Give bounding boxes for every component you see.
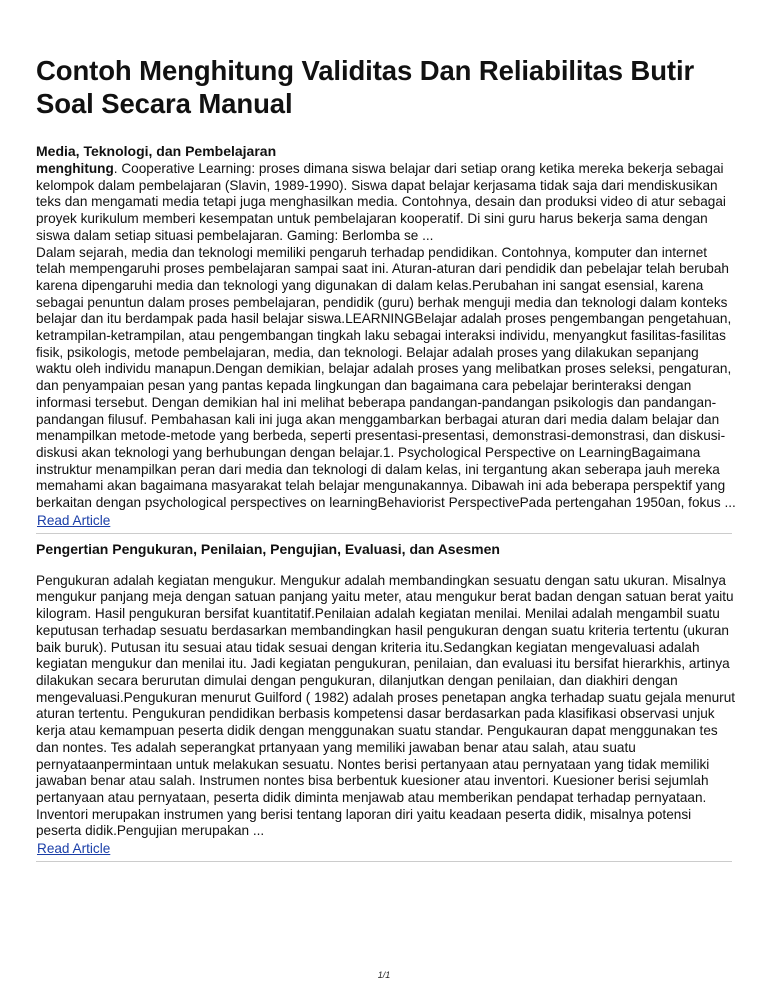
lead-keyword: menghitung (36, 161, 114, 176)
read-article-link[interactable]: Read Article (37, 841, 111, 857)
article-media-teknologi (36, 142, 736, 530)
article-divider (36, 533, 732, 534)
article-paragraph (36, 161, 736, 245)
article-pengukuran-penilaian (36, 540, 736, 858)
page-title: Contoh Menghitung Validitas Dan Reliabilitas Butir Soal Secara Manual (36, 55, 695, 119)
article-body (36, 161, 736, 512)
read-article-link[interactable]: Read Article (37, 512, 111, 528)
page-number: 1/1 (377, 970, 391, 980)
article-paragraph: Pengukuran adalah kegiatan mengukur. Mengukur adalah membandingkan sesuatu dengan satu ukuran. Misalnya mengukur panjang meja dengan satuan panjang yaitu meter, atau mengukur berat badan dengan satuan berat yaitu kilogram. Hasil pengukuran bersifat kuantitatif.Penilaian adalah kegiatan menilai. Menilai adalah mengambil suatu keputusan terhadap sesuatu berdasarkan membandingkan hasil pengukuran dengan suatu kriteria tertentu (ukuran baik buruk). Putusan itu sesuai atau tidak sesuai dengan kriteria itu.Sedangkan kegiatan mengevaluasi adalah kegiatan mengukur dan menilai itu. Jadi kegiatan pengukuran, penilaian, dan evaluasi itu bersifat hierarkhis, artinya dilakukan secara berurutan dimulai dengan pengukuran, dilanjutkan dengan penilaian, dan diakhiri dengan mengevaluasi.Pengukuran menurut Guilford ( 1982) adalah proses penetapan angka terhadap suatu gejala menurut aturan tertentu. Pengukuran pendidikan berbasis kompetensi dasar berdasarkan pada klasifikasi observasi unjuk kerja atau kemampuan peserta didik dengan menggunakan suatu standar. Pengukauran dapat menggunakan tes dan nontes. Tes adalah seperangkat prtanyaan yang memiliki jawaban benar atau salah, atau suatu pernyataanpermintaan untuk melakukan sesuatu. Nontes berisi pertanyaan atau pernyataan yang tidak memiliki jawaban benar atau salah. Instrumen nontes bisa berbentuk kuesioner atau inventori. Kuesioner berisi sejumlah pertanyaan atau pernyataan, peserta didik diminta menjawab atau memberikan pendapat terhadap pernyataan. Inventori merupakan instrumen yang berisi tentang laporan diri yaitu keadaan peserta didik, misalnya potensi peserta didik.Pengujian merupakan ... (36, 572, 736, 839)
paragraph-text: . Cooperative Learning: proses dimana siswa belajar dari setiap orang ketika mereka bekerja sebagai kelompok dalam pembelajaran (Slavin, 1989-1990). Siswa dapat belajar kerjasama tidak saja dari mendiskusikan teks dan mengamati media tetapi juga menghasilkan media. Contohnya, desain dan produksi video di atur sebagai proyek kurikulum memberi kesempatan untuk pembelajaran kooperatif. Di sini guru harus bekerja sama dengan siswa dalam setiap situasi pembelajaran. Gaming: Berlomba se ... (36, 161, 726, 243)
article-heading: Pengertian Pengukuran, Penilaian, Pengujian, Evaluasi, dan Asesmen (36, 540, 500, 557)
article-heading: Media, Teknologi, dan Pembelajaran (36, 143, 277, 159)
article-body (36, 573, 736, 840)
article-paragraph: Dalam sejarah, media dan teknologi memiliki pengaruh terhadap pendidikan. Contohnya, komputer dan internet telah mempengaruhi proses pembelajaran sampai saat ini. Aturan-aturan dari pendidik dan pebelajar telah berubah karena dipengaruhi media dan teknologi yang digunakan di dalam kelas.Perubahan ini sangat esensial, karena sebagai penuntun dalam proses pembelajaran, pendidik (guru) berhak menguji media dan teknologi dalam konteks belajar dan itu berdampak pada hasil belajar siswa.LEARNINGBelajar adalah proses pengembangan pengetahuan, ketrampilan-ketrampilan, atau pengembangan tingkah laku sebagai interaksi individu, menyangkut fasilitas-fasilitas fisik, psikologis, metode pembelajaran, media, dan teknologi. Belajar adalah proses yang dilakukan sepanjang waktu oleh individu manapun.Dengan demikian, belajar adalah proses yang melibatkan proses seleksi, pengaturan, dan penyampaian pesan yang pantas kepada lingkungan dan bagaimana cara pebelajar berinteraksi dengan informasi tersebut. Dengan demikian hal ini melihat beberapa pandangan-pandangan psikologis dan pandangan-pandangan filusuf. Pembahasan kali ini juga akan menggambarkan berbagai aturan dari media dalam belajar dan menampilkan metode-metode yang berbeda, seperti presentasi-presentasi, demonstrasi-demonstrasi, dan diskusi-diskusi akan teknologi yang berhubungan dengan belajar.1. Psychological Perspective on LearningBagaimana instruktur menampilkan peran dari media dan teknologi di dalam kelas, ini tergantung akan seberapa jauh mereka memahami akan bagaimana masyarakat telah belajar mengunakannya. Dibawah ini ada beberapa perspektif yang berkaitan dengan psychological perspectives on learningBehaviorist PerspectivePada pertengahan 1950an, fokus ... (36, 244, 736, 511)
article-divider (36, 861, 732, 862)
